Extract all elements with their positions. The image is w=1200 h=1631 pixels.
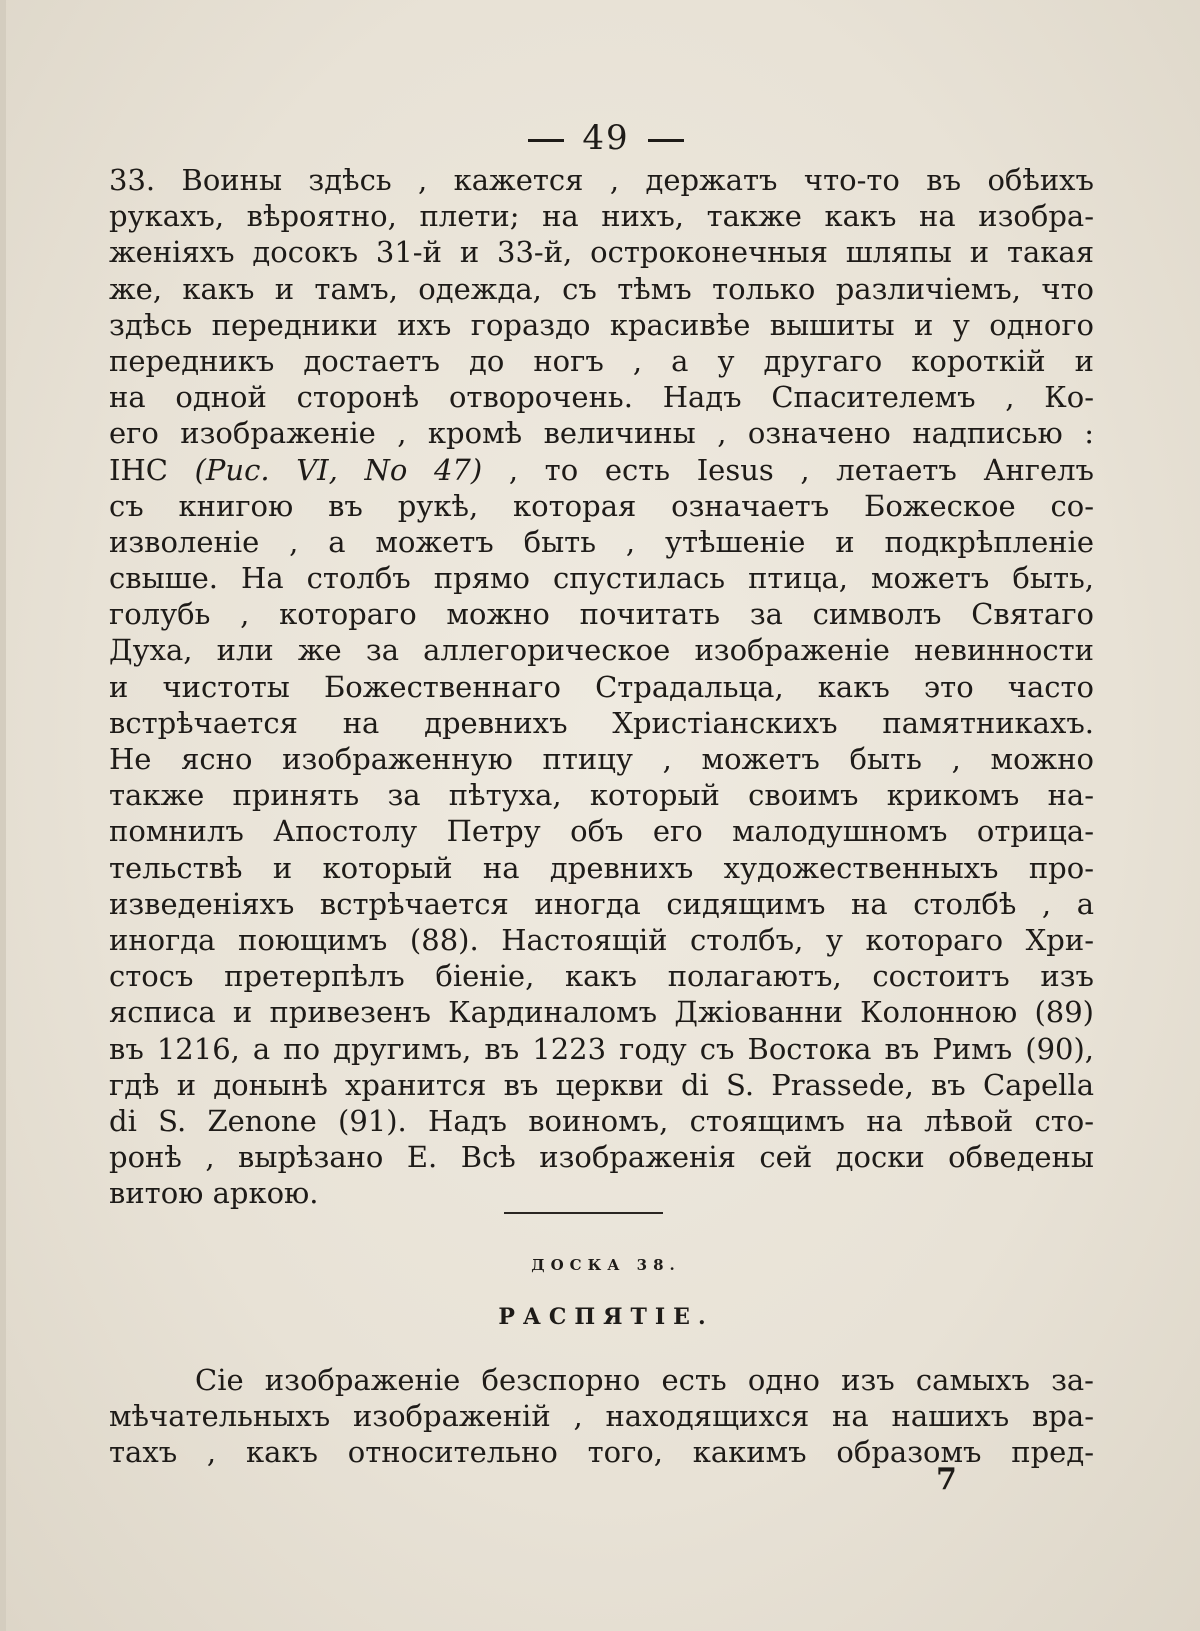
text-line: Духа, или же за аллегорическое изображенiе невинности: [109, 633, 1094, 668]
text-line: голубь , котораго можно почитать за символъ Святаго: [109, 597, 1094, 632]
text-line: витою аркою.: [109, 1176, 319, 1211]
text-line: свыше. На столбъ прямо спустилась птица, можетъ быть,: [109, 561, 1094, 596]
paragraph-plate-38: [109, 1362, 1094, 1471]
text-line: на одной сторонѣ отворочень. Надъ Спасителемъ , Ко-: [109, 380, 1094, 415]
text-line: помнилъ Апостолу Петру объ его малодушномъ отрица-: [109, 814, 1094, 849]
text-line: изволенiе , а можетъ быть , утѣшенiе и подкрѣпленiе: [109, 524, 1094, 559]
text-line: di S. Zenone (91). Надъ воиномъ, стоящимъ на лѣвой сто-: [109, 1103, 1094, 1138]
text-line: иногда поющимъ (88). Настоящiй столбъ, у котораго Хри-: [109, 922, 1094, 957]
text-line: и чистоты Божественнаго Страдальца, какъ это часто: [109, 669, 1094, 704]
text-line-with-figure-ref: [109, 452, 1094, 488]
page-header: [6, 118, 1200, 158]
text-line: передникъ достаетъ до ногъ , а у другаго короткiй и: [109, 343, 1094, 378]
plate-label: ДОСКА 38.: [531, 1256, 681, 1274]
text-line: встрѣчается на древнихъ Христiанскихъ памятникахъ.: [109, 705, 1094, 740]
text-line: рукахъ, вѣроятно, плети; на нихъ, также какъ на изобра-: [109, 199, 1094, 234]
text-line: въ 1216, а по другимъ, въ 1223 году съ Востока въ Римъ (90),: [109, 1031, 1094, 1066]
text-line: мѣчательныхъ изображенiй , находящихся на нашихъ вра-: [109, 1399, 1094, 1434]
text-line: ясписа и привезенъ Кардиналомъ Джiованни Колонною (89): [109, 995, 1094, 1030]
text-line: тельствѣ и который на древнихъ художественныхъ про-: [109, 850, 1094, 885]
text-line: его изображенiе , кромѣ величины , означено надписью :: [109, 416, 1094, 451]
section-separator: [504, 1212, 663, 1214]
text-line: также принять за пѣтуха, который своимъ крикомъ на-: [109, 778, 1094, 813]
figure-reference: (Рис. VI, No 47): [194, 452, 483, 487]
line-continuation: , то есть Iesus , летаетъ Ангелъ: [482, 452, 1094, 487]
text-line: ронѣ , вырѣзано Е. Всѣ изображенiя сей доски обведены: [109, 1140, 1094, 1175]
signature-mark: 7: [936, 1462, 957, 1497]
text-line: здѣсь передники ихъ гораздо красивѣе вышиты и у одного: [109, 307, 1094, 342]
paragraph-33: [109, 162, 1094, 1211]
inscription-text: IНС: [109, 452, 195, 487]
text-line: Сiе изображенiе безспорно есть одно изъ самыхъ за-: [195, 1363, 1094, 1397]
text-line: стосъ претерпѣлъ бiенiе, какъ полагаютъ, состоитъ изъ: [109, 959, 1094, 994]
text-line: женiяхъ досокъ 31-й и 33-й, остроконечныя шляпы и такая: [109, 235, 1094, 270]
section-title: РАСПЯТIЕ.: [498, 1304, 714, 1330]
text-line: же, какъ и тамъ, одежда, съ тѣмъ только различiемъ, что: [109, 271, 1094, 306]
page-number: 49: [582, 118, 630, 158]
text-line: Не ясно изображенную птицу , можетъ быть , можно: [109, 742, 1094, 776]
left-dash: [528, 139, 564, 142]
text-line: съ книгою въ рукѣ, которая означаетъ Божеское со-: [109, 488, 1094, 523]
text-line: изведенiяхъ встрѣчается иногда сидящимъ на столбѣ , а: [109, 886, 1094, 921]
text-line: 33. Воины здѣсь , кажется , держатъ что-то въ обѣихъ: [109, 163, 1094, 197]
text-line: тахъ , какъ относительно того, какимъ образомъ пред-: [109, 1435, 1094, 1470]
right-dash: [648, 139, 684, 142]
text-line: гдѣ и донынѣ хранится въ церкви di S. Prassede, въ Capella: [109, 1067, 1094, 1102]
